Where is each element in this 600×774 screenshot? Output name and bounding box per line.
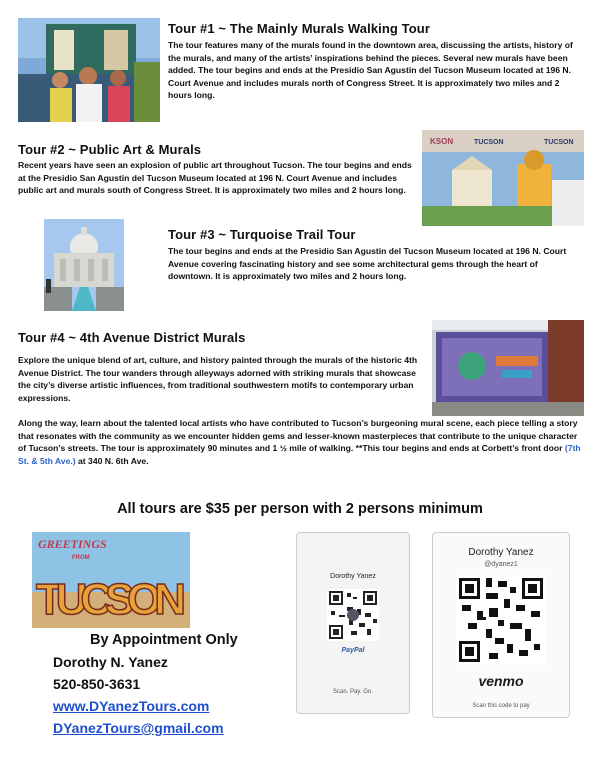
tour3-title: Tour #3 ~ Turquoise Trail Tour <box>168 227 356 242</box>
venmo-qr-card <box>432 532 570 718</box>
tour3-description: The tour begins and ends at the Presidio San Agustin del Tucson Museum located at 196 N. Court Avenue covering fascinating history and see some architectural gems through the heart of downtown. It is approximately two miles and 2 hours long. <box>168 246 567 282</box>
venmo-name: Dorothy Yanez <box>468 547 534 558</box>
venmo-qr-code[interactable] <box>456 575 546 665</box>
tour4-meeting-address: at 340 N. 6th Ave. <box>75 455 149 466</box>
paypal-logo: PayPal <box>341 647 365 654</box>
tour3-building-photo <box>44 219 124 311</box>
tour4-meeting-intersection: (7th St. & 5th Ave.) <box>18 443 581 466</box>
tour1-mural-photo <box>18 18 160 122</box>
tour2-title: Tour #2 ~ Public Art & Murals <box>18 142 202 157</box>
tour4-description-details <box>18 417 584 467</box>
tour4-description-intro: Explore the unique blend of art, culture, and history painted through the murals of the historic 4th Avenue District. The tour wanders through alleyways adorned with striking murals that showcase the city’s diverse artistic influences, from traditional southwestern motifs to contemporary urban expressions. <box>18 355 418 403</box>
email-link[interactable]: DYanezTours@gmail.com <box>53 720 224 736</box>
venmo-tagline: Scan this code to pay <box>472 703 530 709</box>
tour4-mural-photo <box>432 320 584 416</box>
tour2-image-label-1: TUCSON <box>474 139 504 146</box>
website-link[interactable]: www.DYanezTours.com <box>53 698 210 714</box>
svg-text:KSON: KSON <box>430 137 454 146</box>
contact-name: Dorothy N. Yanez <box>53 654 168 670</box>
tour4-details-text: Along the way, learn about the talented local artists who have contributed to Tucson’s burgeoning mural scene, each piece telling a story that resonates with the community as we encounter hidden gems and lesser-known masterpieces that contribute to the unique character of Tucson’s streets. The tour is approximately 90 minutes and 1 ½ mile of walking. **This tour begins and ends at Corbett’s front door <box>18 418 578 454</box>
paypal-qr-card <box>296 532 410 714</box>
greetings-from-tucson-postcard <box>32 532 190 628</box>
tour2-mural-photo <box>422 130 584 226</box>
tour1-description: The tour features many of the murals found in the downtown area, discussing the artists, history of the murals, and many of the artists’ inspirations behind the pieces. Several new murals have been added. The tour begins and ends at the Presidio San Agustin del Tucson Museum located at 196 N. Court Avenue and includes murals north of Congress Street. It is approximately two miles and 2 hours long. <box>168 40 573 101</box>
appointment-note: By Appointment Only <box>90 632 238 648</box>
tour2-description: Recent years have seen an explosion of public art throughout Tucson. The tour begins and ends at the Presidio San Agustin del Tucson Museum located at 196 N. Court Avenue and includes public art and murals south of Congress Street. It is approximately two miles and 2 hours long. <box>18 160 412 196</box>
venmo-logo: venmo <box>478 673 524 689</box>
postcard-from-text: FROM <box>72 555 90 561</box>
pricing-banner: All tours are $35 per person with 2 persons minimum <box>117 501 483 517</box>
postcard-city-text: TUCSON <box>36 575 186 624</box>
paypal-qr-code[interactable] <box>327 589 379 641</box>
tour2-image-label-2: TUCSON <box>544 139 574 146</box>
venmo-handle: @dyanez1 <box>484 561 518 568</box>
tour4-title: Tour #4 ~ 4th Avenue District Murals <box>18 330 246 345</box>
tour1-title: Tour #1 ~ The Mainly Murals Walking Tour <box>168 21 430 36</box>
contact-phone[interactable]: 520-850-3631 <box>53 676 141 692</box>
postcard-greetings-text: GREETINGS <box>38 537 107 551</box>
paypal-name: Dorothy Yanez <box>330 573 376 580</box>
paypal-tagline: Scan. Pay. Go. <box>333 689 373 695</box>
